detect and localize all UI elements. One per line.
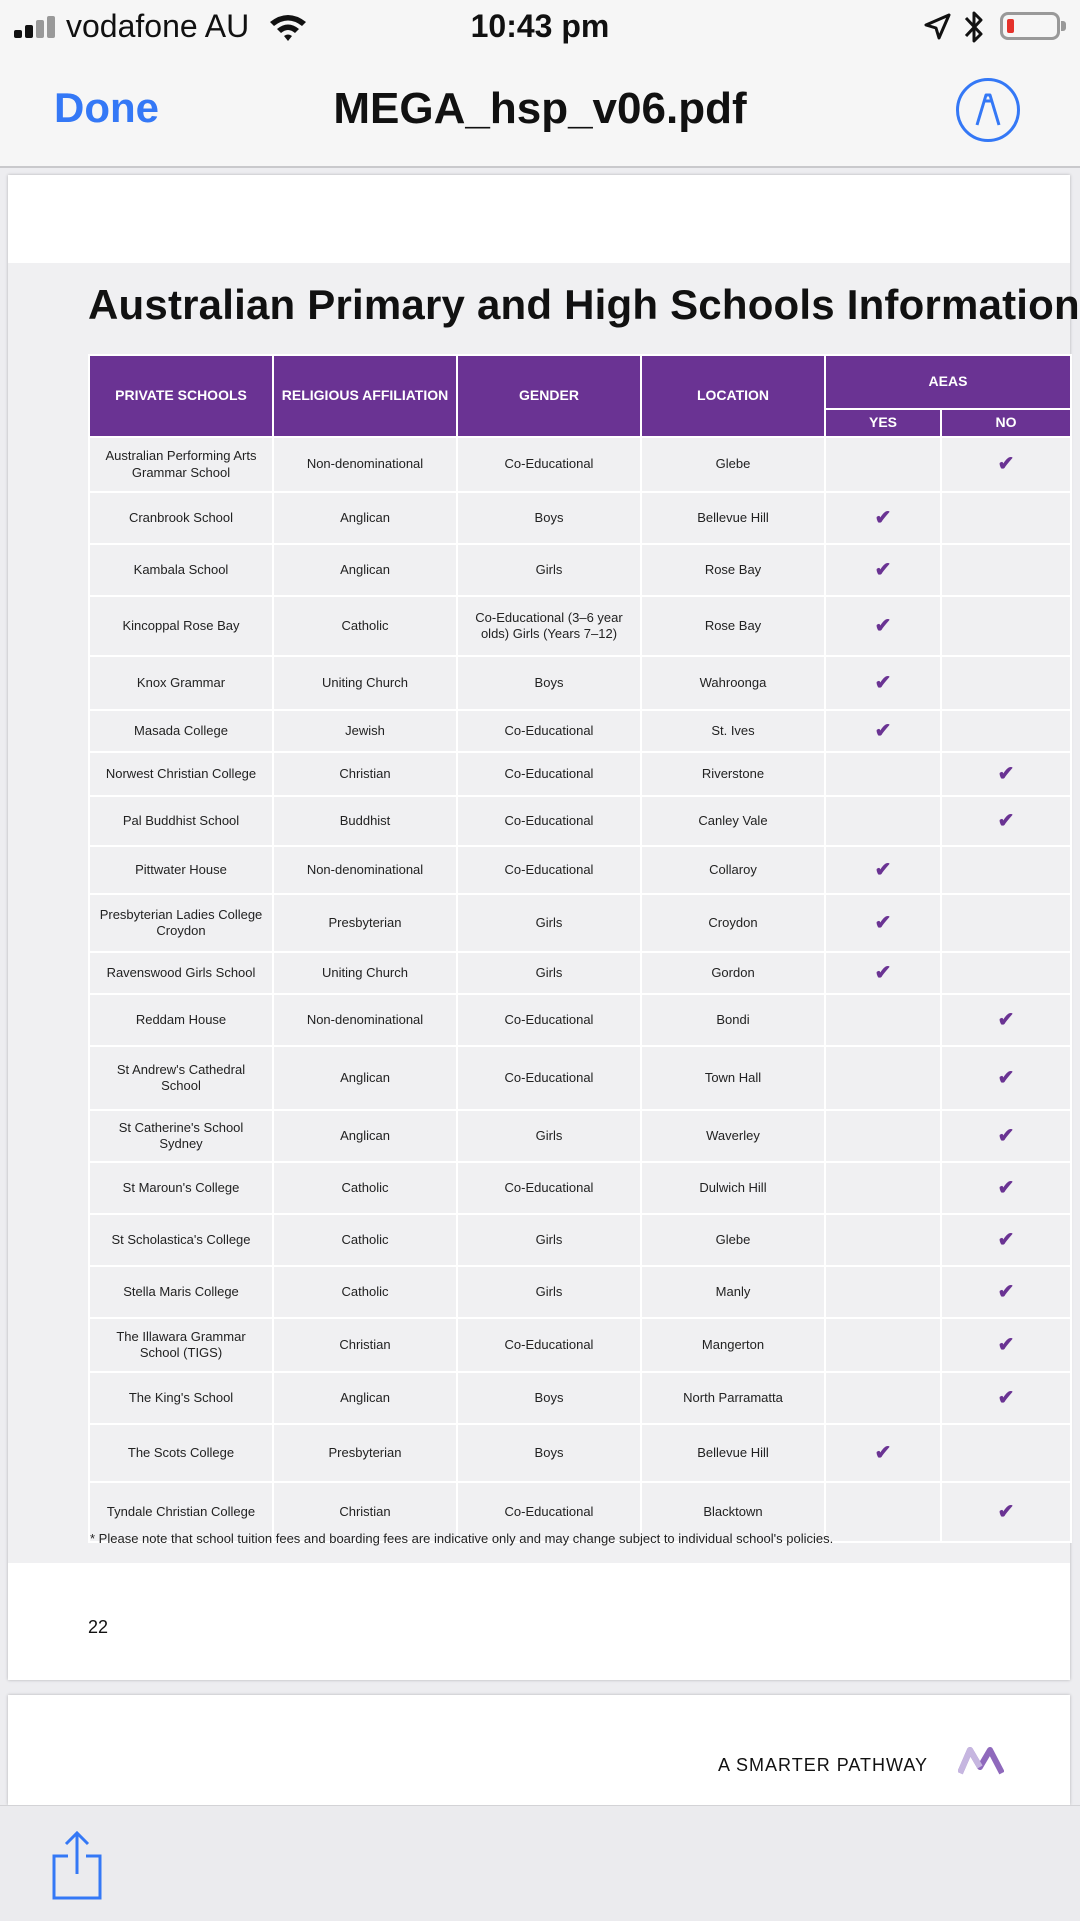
aeas-no-cell: [941, 952, 1071, 994]
checkmark-icon: ✔: [997, 1124, 1015, 1147]
checkmark-icon: ✔: [874, 558, 892, 581]
nav-bar: [0, 56, 1080, 168]
location-cell: Rose Bay: [641, 596, 825, 656]
checkmark-icon: ✔: [997, 453, 1015, 475]
header-aeas: AEAS: [825, 355, 1071, 409]
school-cell: Reddam House: [89, 994, 273, 1046]
religion-cell: Non-denominational: [273, 846, 457, 894]
aeas-yes-cell: [825, 846, 941, 894]
school-cell: St Scholastica's College: [89, 1214, 273, 1266]
aeas-no-cell: [941, 492, 1071, 544]
aeas-no-cell: [941, 894, 1071, 952]
aeas-yes-cell: [825, 1214, 941, 1266]
gender-cell: Girls: [457, 1110, 641, 1162]
religion-cell: Buddhist: [273, 796, 457, 846]
location-icon: [922, 12, 952, 42]
gender-cell: Girls: [457, 544, 641, 596]
pdf-page-next: [8, 1695, 1070, 1805]
school-cell: St Catherine's School Sydney: [89, 1110, 273, 1162]
aeas-yes-cell: [825, 1162, 941, 1214]
aeas-yes-cell: [825, 544, 941, 596]
aeas-yes-cell: [825, 994, 941, 1046]
religion-cell: Anglican: [273, 492, 457, 544]
school-cell: Presbyterian Ladies College Croydon: [89, 894, 273, 952]
battery-icon: [1000, 12, 1060, 40]
gender-cell: Co-Educational: [457, 1482, 641, 1542]
aeas-yes-cell: [825, 894, 941, 952]
school-cell: Kincoppal Rose Bay: [89, 596, 273, 656]
aeas-no-cell: [941, 1214, 1071, 1266]
battery-level: [1007, 19, 1014, 33]
header-religious-affiliation: RELIGIOUS AFFILIATION: [273, 355, 457, 437]
gender-cell: Co-Educational: [457, 796, 641, 846]
gender-cell: Boys: [457, 1372, 641, 1424]
school-cell: The King's School: [89, 1372, 273, 1424]
school-cell: Masada College: [89, 710, 273, 752]
checkmark-icon: ✔: [874, 1441, 892, 1464]
aeas-yes-cell: [825, 656, 941, 710]
location-cell: Bellevue Hill: [641, 492, 825, 544]
school-cell: The Scots College: [89, 1424, 273, 1482]
header-private-schools: PRIVATE SCHOOLS: [89, 355, 273, 437]
checkmark-icon: ✔: [874, 961, 892, 984]
school-cell: St Andrew's Cathedral School: [89, 1046, 273, 1110]
school-cell: Pal Buddhist School: [89, 796, 273, 846]
header-aeas-no: NO: [941, 409, 1071, 437]
location-cell: St. Ives: [641, 710, 825, 752]
religion-cell: Non-denominational: [273, 437, 457, 492]
gender-cell: Co-Educational: [457, 994, 641, 1046]
carrier-label: vodafone AU: [66, 8, 250, 44]
gender-cell: Co-Educational: [457, 1318, 641, 1372]
religion-cell: Uniting Church: [273, 952, 457, 994]
checkmark-icon: ✔: [997, 1066, 1015, 1089]
checkmark-icon: ✔: [874, 911, 892, 934]
checkmark-icon: ✔: [997, 1333, 1015, 1356]
table-row: [89, 1214, 1071, 1266]
location-cell: Croydon: [641, 894, 825, 952]
table-row: [89, 1318, 1071, 1372]
aeas-no-cell: [941, 1318, 1071, 1372]
table-row: [89, 544, 1071, 596]
table-row: [89, 952, 1071, 994]
location-cell: Canley Vale: [641, 796, 825, 846]
location-cell: Glebe: [641, 437, 825, 492]
footnote: * Please note that school tuition fees and boarding fees are indicative only and may change subject to individual school's policies.: [90, 1531, 834, 1546]
aeas-yes-cell: [825, 710, 941, 752]
location-cell: Blacktown: [641, 1482, 825, 1542]
aeas-yes-cell: [825, 596, 941, 656]
aeas-no-cell: [941, 544, 1071, 596]
gender-cell: Co-Educational: [457, 846, 641, 894]
aeas-no-cell: [941, 1424, 1071, 1482]
location-cell: Mangerton: [641, 1318, 825, 1372]
aeas-yes-cell: [825, 1266, 941, 1318]
checkmark-icon: ✔: [874, 719, 892, 742]
checkmark-icon: ✔: [874, 614, 892, 637]
table-row: [89, 796, 1071, 846]
bottom-toolbar: [0, 1805, 1080, 1921]
checkmark-icon: ✔: [997, 1280, 1015, 1303]
location-cell: Wahroonga: [641, 656, 825, 710]
content-panel: [8, 263, 1080, 1563]
location-cell: North Parramatta: [641, 1372, 825, 1424]
header-location: LOCATION: [641, 355, 825, 437]
table-row: [89, 1372, 1071, 1424]
table-row: [89, 894, 1071, 952]
aeas-yes-cell: [825, 1318, 941, 1372]
school-cell: Pittwater House: [89, 846, 273, 894]
religion-cell: Catholic: [273, 1214, 457, 1266]
done-button[interactable]: Done: [54, 84, 159, 131]
checkmark-icon: ✔: [874, 671, 892, 694]
status-bar: [0, 0, 1080, 56]
school-cell: Cranbrook School: [89, 492, 273, 544]
school-cell: Ravenswood Girls School: [89, 952, 273, 994]
table-row: [89, 1162, 1071, 1214]
page-number: 22: [88, 1617, 109, 1637]
checkmark-icon: ✔: [997, 1008, 1015, 1031]
aeas-yes-cell: [825, 752, 941, 796]
aeas-yes-cell: [825, 1424, 941, 1482]
bluetooth-icon: [962, 8, 986, 46]
religion-cell: Anglican: [273, 1372, 457, 1424]
school-cell: Australian Performing Arts Grammar School: [89, 437, 273, 492]
aeas-yes-cell: [825, 437, 941, 492]
religion-cell: Catholic: [273, 1162, 457, 1214]
aeas-no-cell: [941, 1372, 1071, 1424]
location-cell: Bondi: [641, 994, 825, 1046]
m-logo-icon: [958, 1747, 1004, 1775]
aeas-yes-cell: [825, 1046, 941, 1110]
table-row: [89, 596, 1071, 656]
table-row: [89, 1046, 1071, 1110]
school-cell: Tyndale Christian College: [89, 1482, 273, 1542]
location-cell: Waverley: [641, 1110, 825, 1162]
school-cell: Kambala School: [89, 544, 273, 596]
school-cell: St Maroun's College: [89, 1162, 273, 1214]
gender-cell: Boys: [457, 656, 641, 710]
clock: 10:43 pm: [470, 8, 610, 44]
religion-cell: Christian: [273, 1318, 457, 1372]
table-row: [89, 710, 1071, 752]
gender-cell: Girls: [457, 894, 641, 952]
checkmark-icon: ✔: [997, 762, 1015, 785]
location-cell: Manly: [641, 1266, 825, 1318]
gender-cell: Co-Educational: [457, 1162, 641, 1214]
gender-cell: Boys: [457, 1424, 641, 1482]
checkmark-icon: ✔: [997, 1500, 1015, 1523]
location-cell: Collaroy: [641, 846, 825, 894]
school-cell: Norwest Christian College: [89, 752, 273, 796]
gender-cell: Boys: [457, 492, 641, 544]
religion-cell: Christian: [273, 752, 457, 796]
checkmark-icon: ✔: [997, 1176, 1015, 1199]
checkmark-icon: ✔: [997, 1386, 1015, 1409]
aeas-no-cell: [941, 1482, 1071, 1542]
page-title: Australian Primary and High Schools Information: [88, 281, 1080, 328]
school-cell: The Illawara Grammar School (TIGS): [89, 1318, 273, 1372]
aeas-no-cell: [941, 846, 1071, 894]
religion-cell: Jewish: [273, 710, 457, 752]
aeas-no-cell: [941, 752, 1071, 796]
aeas-no-cell: [941, 596, 1071, 656]
gender-cell: Co-Educational (3–6 year olds) Girls (Years 7–12): [457, 596, 641, 656]
location-cell: Gordon: [641, 952, 825, 994]
religion-cell: Catholic: [273, 1266, 457, 1318]
table-row: [89, 1424, 1071, 1482]
location-cell: Dulwich Hill: [641, 1162, 825, 1214]
school-cell: Knox Grammar: [89, 656, 273, 710]
aeas-yes-cell: [825, 1110, 941, 1162]
table-row: [89, 492, 1071, 544]
table-row: [89, 1266, 1071, 1318]
brand-tagline: A SMARTER PATHWAY: [718, 1755, 929, 1775]
gender-cell: Girls: [457, 1266, 641, 1318]
aeas-no-cell: [941, 1046, 1071, 1110]
table-row: [89, 846, 1071, 894]
aeas-yes-cell: [825, 1482, 941, 1542]
checkmark-icon: ✔: [997, 809, 1015, 832]
religion-cell: Non-denominational: [273, 994, 457, 1046]
aeas-no-cell: [941, 1266, 1071, 1318]
checkmark-icon: ✔: [997, 1228, 1015, 1251]
table-row: [89, 1110, 1071, 1162]
gender-cell: Girls: [457, 952, 641, 994]
gender-cell: Co-Educational: [457, 437, 641, 492]
religion-cell: Uniting Church: [273, 656, 457, 710]
religion-cell: Presbyterian: [273, 894, 457, 952]
school-cell: Stella Maris College: [89, 1266, 273, 1318]
religion-cell: Christian: [273, 1482, 457, 1542]
gender-cell: Co-Educational: [457, 710, 641, 752]
religion-cell: Catholic: [273, 596, 457, 656]
table-row: [89, 437, 1071, 492]
location-cell: Rose Bay: [641, 544, 825, 596]
aeas-yes-cell: [825, 1372, 941, 1424]
aeas-yes-cell: [825, 492, 941, 544]
checkmark-icon: ✔: [874, 506, 892, 529]
religion-cell: Anglican: [273, 544, 457, 596]
location-cell: Town Hall: [641, 1046, 825, 1110]
aeas-yes-cell: [825, 796, 941, 846]
aeas-no-cell: [941, 1162, 1071, 1214]
gender-cell: Co-Educational: [457, 1046, 641, 1110]
religion-cell: Presbyterian: [273, 1424, 457, 1482]
table-row: [89, 656, 1071, 710]
aeas-no-cell: [941, 796, 1071, 846]
table-row: [89, 994, 1071, 1046]
aeas-no-cell: [941, 994, 1071, 1046]
table-row: [89, 752, 1071, 796]
gender-cell: Co-Educational: [457, 752, 641, 796]
location-cell: Riverstone: [641, 752, 825, 796]
markup-pen-icon[interactable]: [956, 78, 1020, 142]
aeas-no-cell: [941, 656, 1071, 710]
schools-table: [88, 354, 1072, 1543]
gender-cell: Girls: [457, 1214, 641, 1266]
religion-cell: Anglican: [273, 1046, 457, 1110]
document-title: MEGA_hsp_v06.pdf: [333, 84, 747, 133]
aeas-no-cell: [941, 437, 1071, 492]
religion-cell: Anglican: [273, 1110, 457, 1162]
location-cell: Glebe: [641, 1214, 825, 1266]
share-icon[interactable]: [50, 1830, 104, 1900]
checkmark-icon: ✔: [874, 858, 892, 881]
aeas-no-cell: [941, 1110, 1071, 1162]
location-cell: Bellevue Hill: [641, 1424, 825, 1482]
header-aeas-yes: YES: [825, 409, 941, 437]
header-gender: GENDER: [457, 355, 641, 437]
pdf-page: [8, 175, 1080, 1680]
aeas-yes-cell: [825, 952, 941, 994]
aeas-no-cell: [941, 710, 1071, 752]
